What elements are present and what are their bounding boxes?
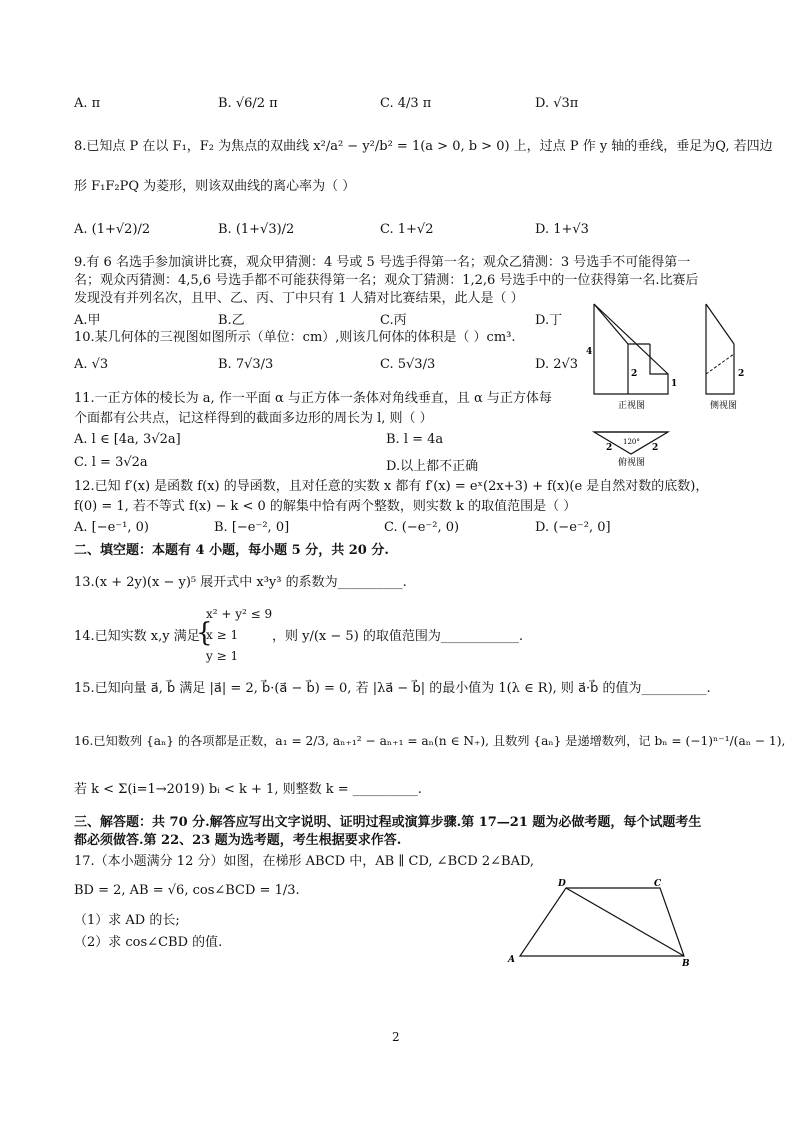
q10-option-b: B. 7√3/3 [218,357,274,372]
q9-option-b: B.乙 [218,313,245,328]
q7-option-c: C. 4/3 π [380,96,432,111]
vertex-d-label: D [558,879,566,889]
q9-stem-line2: 名；观众丙猜测：4,5,6 号选手都不可能获得第一名；观众丁猜测：1,2,6 号选手中的一位获得第一名.比赛后 [74,273,699,288]
top-view-angle-label: 120° [623,438,640,446]
q7-option-a: A. π [74,96,101,111]
top-view [594,432,668,468]
page-number: 2 [392,1030,400,1044]
q14-brace: { [196,618,213,648]
front-view-right-label: 1 [671,379,678,389]
q9-stem-line3: 发现没有并列名次，且甲、乙、丙、丁中只有 1 人猜对比赛结果，此人是（ ） [74,291,524,306]
q8-stem-line2: 形 F₁F₂PQ 为菱形，则该双曲线的离心率为（ ） [74,179,356,194]
q17-stem-line1: 17.（本小题满分 12 分）如图，在梯形 ABCD 中，AB ∥ CD, ∠BCD 2∠BAD, [74,854,535,869]
q14-constraint-2: x ≥ 1 [206,628,239,642]
q9-option-d: D.丁 [535,313,563,328]
front-view-caption: 正视图 [618,401,646,411]
q14-prefix: 14.已知实数 x,y 满足 [74,629,200,644]
q15-stem: 15.已知向量 a⃗, b⃗ 满足 |a⃗| = 2, b⃗·(a⃗ − b⃗) = 0, 若 |λa⃗ − b⃗| 的最小值为 1(λ ∈ R), 则 a⃗·b⃗ 的值为__________. [74,681,711,696]
q10-stem: 10.某几何体的三视图如图所示（单位：cm）,则该几何体的体积是（ ）cm³. [74,330,516,345]
q11-stem-line2: 个面都有公共点，记这样得到的截面多边形的周长为 l, 则（ ） [74,411,433,426]
vertex-c-label: C [654,879,662,889]
side-view [706,304,744,411]
q8-option-c: C. 1+√2 [380,222,434,237]
q17-stem-line2: BD = 2, AB = √6, cos∠BCD = 1/3. [74,883,300,898]
q9-stem-line1: 9.有 6 名选手参加演讲比赛，观众甲猜测：4 号或 5 号选手得第一名；观众乙猜测：3 号选手不可能得第一 [74,255,691,270]
front-view-mid-label: 2 [631,369,638,379]
q12-option-d: D. (−e⁻², 0] [535,520,611,535]
q10-option-c: C. 5√3/3 [380,357,436,372]
q9-option-a: A.甲 [74,313,101,328]
q11-option-b: B. l = 4a [386,432,444,447]
side-view-label: 2 [738,369,745,379]
q8-stem-line1: 8.已知点 P 在以 F₁，F₂ 为焦点的双曲线 x²/a² − y²/b² = 1(a > 0, b > 0) 上，过点 P 作 y 轴的垂线，垂足为Q, 若四边 [74,139,773,154]
top-view-caption: 俯视图 [618,458,646,468]
q16-stem-line2: 若 k < Σ(i=1→2019) bᵢ < k + 1, 则整数 k = __________. [74,782,422,797]
front-view-height-label: 4 [586,347,593,357]
section-fill-in-heading: 二、填空题：本题有 4 小题，每小题 5 分，共 20 分. [74,543,389,558]
q12-option-a: A. [−e⁻¹, 0) [74,520,149,535]
q8-option-a: A. (1+√2)/2 [74,222,151,237]
three-view-figure [580,296,760,472]
q12-stem-line2: f(0) = 1, 若不等式 f(x) − k < 0 的解集中恰有两个整数，则实数 k 的取值范围是（ ） [74,499,577,514]
q11-option-d: D.以上都不正确 [386,459,479,474]
front-view [586,304,677,411]
vertex-a-label: A [508,955,515,965]
q16-stem-line1: 16.已知数列 {aₙ} 的各项都是正数，a₁ = 2/3, aₙ₊₁² − aₙ₊₁ = aₙ(n ∈ N₊), 且数列 {aₙ} 是递增数列，记 bₙ = (−1)ⁿ⁻¹/(aₙ − 1), [74,734,786,748]
q8-option-b: B. (1+√3)/2 [218,222,295,237]
top-view-right-label: 2 [652,443,659,453]
q14-constraint-1: x² + y² ≤ 9 [206,607,273,621]
q13-stem: 13.(x + 2y)(x − y)⁵ 展开式中 x³y³ 的系数为__________. [74,575,407,590]
q7-option-b: B. √6/2 π [218,96,278,111]
top-view-left-label: 2 [606,443,613,453]
q14-system [206,604,272,667]
q11-option-c: C. l = 3√2a [74,455,148,470]
side-view-caption: 侧视图 [710,401,738,411]
q11-option-a: A. l ∈ [4a, 3√2a] [74,432,181,447]
q14-suffix: ，则 y/(x − 5) 的取值范围为____________. [272,629,524,644]
q12-stem-line1: 12.已知 f′(x) 是函数 f(x) 的导函数，且对任意的实数 x 都有 f′(x) = eˣ(2x+3) + f(x)(e 是自然对数的底数)， [74,479,709,494]
q14-constraint-3: y ≥ 1 [206,649,239,663]
q7-option-d: D. √3π [535,96,579,111]
q9-option-c: C.丙 [380,313,407,328]
q8-option-d: D. 1+√3 [535,222,589,237]
trapezoid-figure [500,872,700,968]
q10-option-d: D. 2√3 [535,357,579,372]
q11-stem-line1: 11.一正方体的棱长为 a, 作一平面 α 与正方体一条体对角线垂直，且 α 与正方体每 [74,391,552,406]
q17-sub1: （1）求 AD 的长; [74,913,180,928]
q17-sub2: （2）求 cos∠CBD 的值. [74,935,223,950]
q12-option-c: C. (−e⁻², 0) [384,520,460,535]
q12-option-b: B. [−e⁻², 0] [214,520,290,535]
vertex-b-label: B [682,959,690,968]
q10-option-a: A. √3 [74,357,109,372]
section-answers-heading-line2: 都必须做答.第 22、23 题为选考题，考生根据要求作答. [74,833,402,848]
section-answers-heading-line1: 三、解答题：共 70 分.解答应写出文字说明、证明过程或演算步骤.第 17—21 题为必做考题，每个试题考生 [74,815,702,830]
